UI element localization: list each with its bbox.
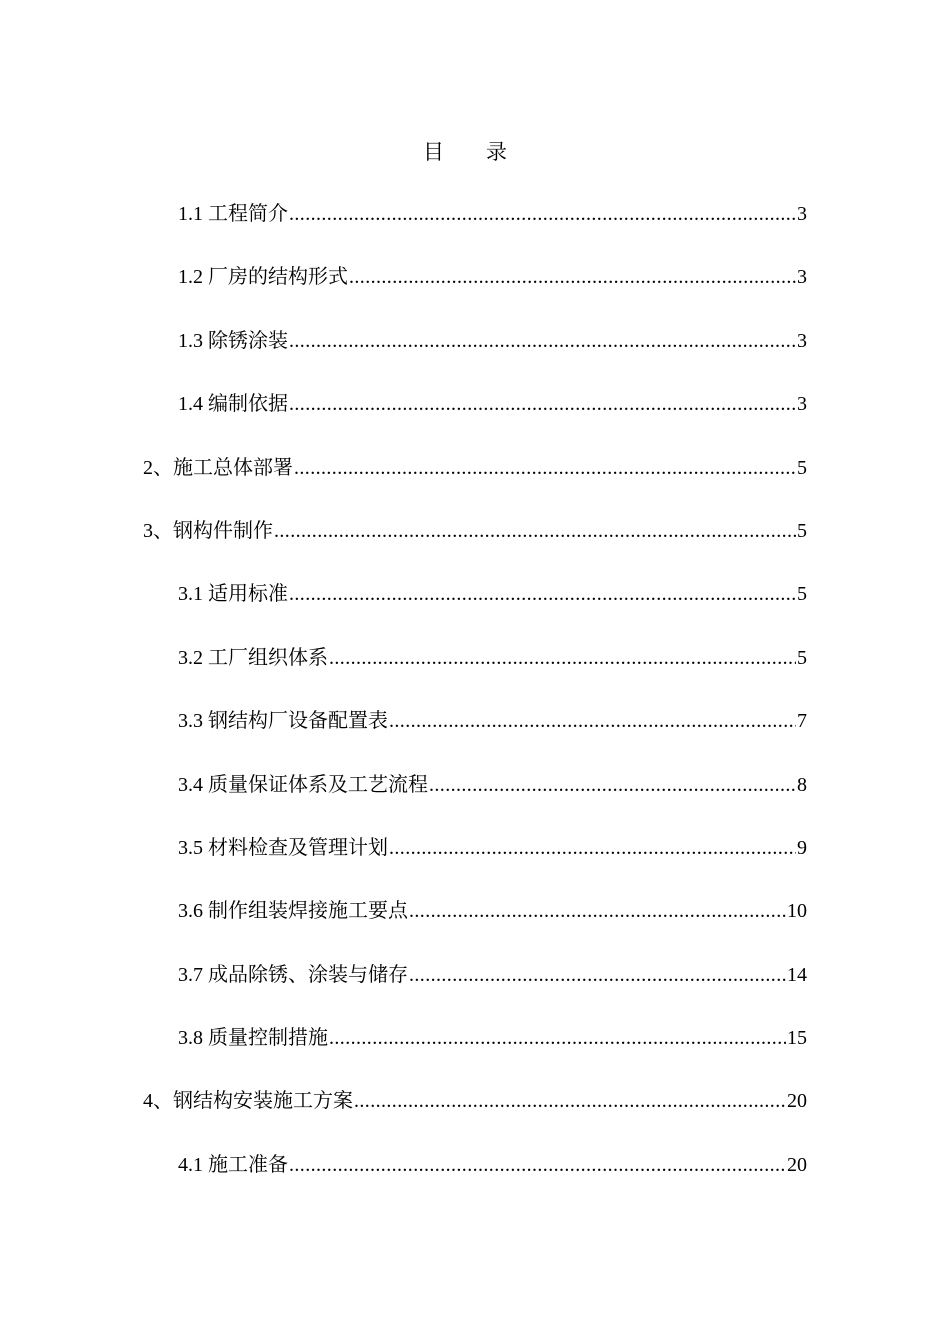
- toc-dot-leader: [409, 895, 786, 927]
- toc-entry[interactable]: [143, 1085, 807, 1148]
- toc-entry-text: 1.1 工程简介: [178, 198, 289, 230]
- toc-entry-text: 4.1 施工准备: [178, 1149, 289, 1181]
- toc-page-number: 10: [787, 900, 807, 923]
- toc-entry[interactable]: [178, 388, 807, 451]
- toc-dot-leader: [409, 959, 786, 991]
- toc-entry-text: 3.1 适用标准: [178, 578, 289, 610]
- toc-page-number: 3: [797, 203, 807, 225]
- toc-entry[interactable]: [178, 895, 807, 958]
- toc-entry-text: 3.6 制作组装焊接施工要点: [178, 895, 409, 927]
- toc-entry[interactable]: [178, 959, 807, 1022]
- toc-entry-text: 3.7 成品除锈、涂装与储存: [178, 959, 409, 991]
- toc-dot-leader: [354, 1085, 786, 1117]
- toc-entry-text: 3、钢构件制作: [143, 515, 274, 547]
- toc-entry[interactable]: [178, 642, 807, 705]
- toc-entry[interactable]: [178, 705, 807, 768]
- toc-entry-text: 1.4 编制依据: [178, 388, 289, 420]
- toc-dot-leader: [289, 1149, 786, 1181]
- toc-list: [0, 198, 950, 1212]
- toc-entry[interactable]: [143, 452, 807, 515]
- toc-page-number: 3: [797, 266, 807, 289]
- toc-page-number: 3: [797, 329, 807, 352]
- toc-dot-leader: [389, 832, 796, 864]
- toc-entry[interactable]: [178, 769, 807, 832]
- toc-entry[interactable]: [143, 515, 807, 578]
- toc-entry-text: 4、钢结构安装施工方案: [143, 1085, 354, 1117]
- toc-dot-leader: [289, 198, 796, 230]
- toc-entry-text: 3.3 钢结构厂设备配置表: [178, 705, 389, 737]
- toc-entry[interactable]: [178, 325, 807, 388]
- toc-entry[interactable]: [178, 832, 807, 895]
- toc-dot-leader: [274, 515, 796, 547]
- toc-entry-text: 1.3 除锈涂装: [178, 325, 289, 357]
- toc-page-number: 15: [787, 1027, 807, 1050]
- toc-dot-leader: [289, 388, 796, 420]
- toc-dot-leader: [294, 452, 796, 484]
- toc-entry[interactable]: [178, 198, 807, 261]
- toc-entry-text: 3.2 工厂组织体系: [178, 642, 329, 674]
- toc-page-number: 5: [797, 646, 807, 669]
- toc-entry[interactable]: [178, 578, 807, 641]
- toc-dot-leader: [389, 705, 796, 737]
- toc-entry-text: 3.4 质量保证体系及工艺流程: [178, 769, 429, 801]
- toc-page-number: 9: [797, 836, 807, 859]
- toc-dot-leader: [329, 642, 796, 674]
- toc-entry-text: 1.2 厂房的结构形式: [178, 261, 349, 293]
- toc-page-number: 5: [797, 583, 807, 606]
- toc-title: 目 录: [423, 140, 507, 164]
- toc-dot-leader: [289, 325, 796, 357]
- toc-page-number: 8: [797, 773, 807, 796]
- toc-dot-leader: [289, 578, 796, 610]
- toc-page-number: 14: [787, 963, 807, 986]
- toc-page-number: 3: [797, 393, 807, 416]
- toc-dot-leader: [329, 1022, 786, 1054]
- toc-entry-text: 2、施工总体部署: [143, 452, 294, 484]
- toc-entry[interactable]: [178, 261, 807, 324]
- toc-entry[interactable]: [178, 1149, 807, 1212]
- toc-dot-leader: [349, 261, 796, 293]
- toc-dot-leader: [429, 769, 796, 801]
- toc-page-number: 20: [787, 1153, 807, 1176]
- toc-page-number: 20: [787, 1090, 807, 1113]
- toc-entry-text: 3.8 质量控制措施: [178, 1022, 329, 1054]
- toc-page-number: 5: [797, 519, 807, 542]
- toc-page-number: 7: [797, 710, 807, 733]
- toc-entry[interactable]: [178, 1022, 807, 1085]
- toc-entry-text: 3.5 材料检查及管理计划: [178, 832, 389, 864]
- toc-page-number: 5: [797, 456, 807, 479]
